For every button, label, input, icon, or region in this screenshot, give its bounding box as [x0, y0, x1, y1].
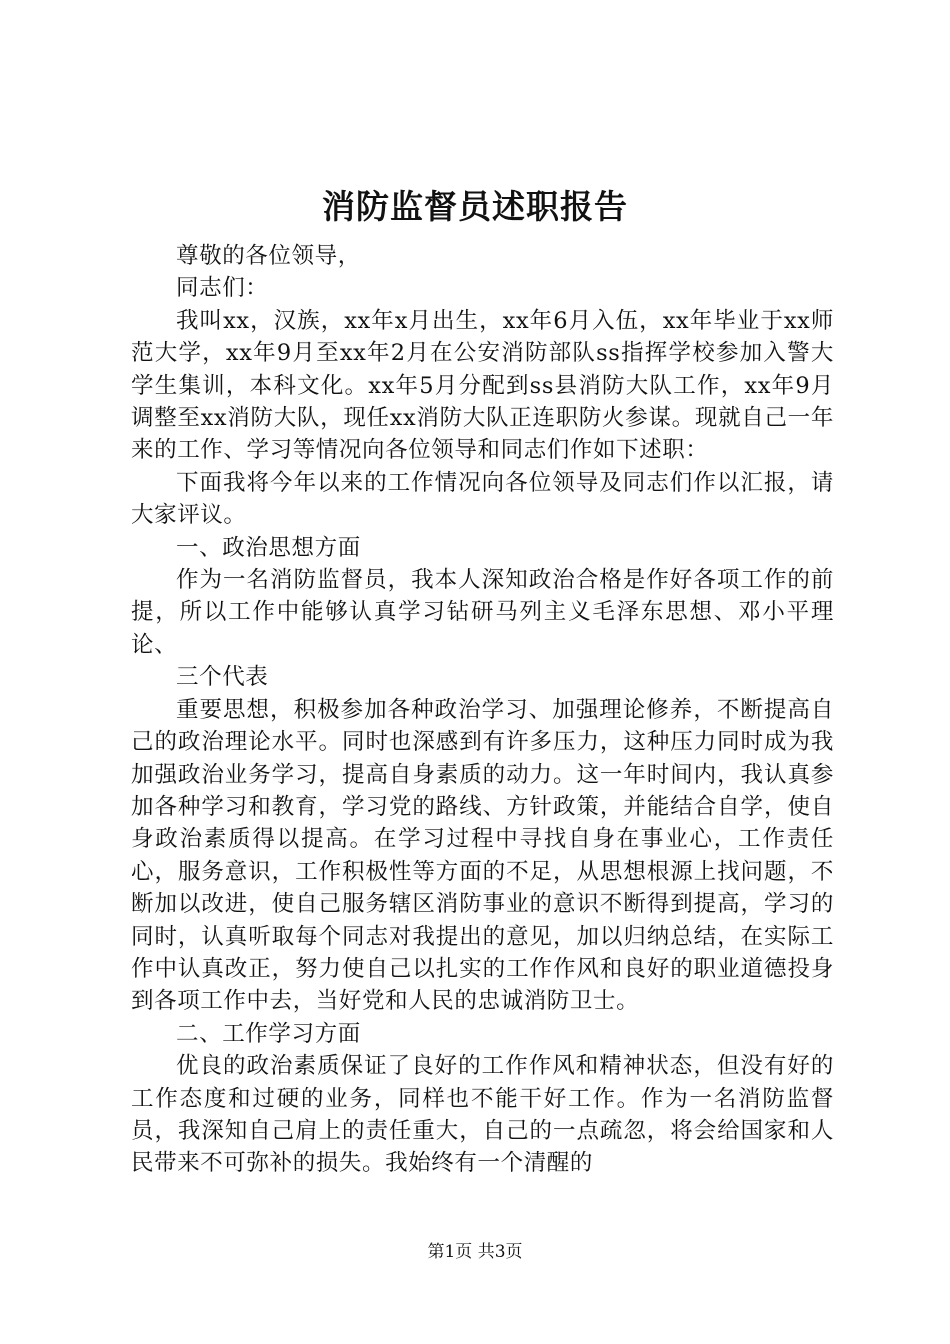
three-represents-line: 三个代表 — [176, 664, 269, 691]
political-detail-paragraph: 重要思想，积极参加各种政治学习、加强理论修养，不断提高自己的政治理论水平。同时也深感到有许多压力，这种压力同时成为我加强政治业务学习，提高自身素质的动力。这一年时间内，我认真参加各种学习和教育，学习党的路线、方针政策，并能结合自学，使自身政治素质得以提高。在学习过程中寻找自身在事业心，工作责任心，服务意识，工作积极性等方面的不足，从思想根源上找问题，不断加以改进，使自己服务辖区消防事业的意识不断得到提高，学习的同时，认真听取每个同志对我提出的意见，加以归纳总结，在实际工作中认真改正，努力使自己以扎实的工作作风和良好的职业道德投身到各项工作中去，当好党和人民的忠诚消防卫士。 — [131, 696, 834, 1015]
report-paragraph: 下面我将今年以来的工作情况向各位领导及同志们作以汇报，请大家评议。 — [131, 469, 834, 529]
intro-paragraph: 我叫xx，汉族，xx年x月出生，xx年6月入伍，xx年毕业于xx师范大学，xx年9月至xx年2月在公安消防部队ss指挥学校参加入警大学生集训，本科文化。xx年5月分配到ss县消防大队工作，xx年9月调整至xx消防大队，现任xx消防大队正连职防火参谋。现就自己一年来的工作、学习等情况向各位领导和同志们作如下述职： — [131, 307, 834, 464]
salutation-line-1: 尊敬的各位领导， — [176, 243, 361, 269]
document-title: 消防监督员述职报告 — [322, 187, 628, 226]
political-paragraph: 作为一名消防监督员，我本人深知政治合格是作好各项工作的前提，所以工作中能够认真学习钻研马列主义毛泽东思想、邓小平理论、 — [131, 567, 834, 658]
work-paragraph: 优良的政治素质保证了良好的工作作风和精神状态，但没有好的工作态度和过硬的业务，同样也不能干好工作。作为一名消防监督员，我深知自己肩上的责任重大，自己的一点疏忽，将会给国家和人民带来不可弥补的损失。我始终有一个清醒的 — [131, 1053, 834, 1177]
section-heading-work: 二、工作学习方面 — [176, 1020, 361, 1047]
salutation-line-2: 同志们： — [176, 275, 269, 302]
page-footer: 第1页 共3页 — [427, 1242, 523, 1262]
section-heading-political: 一、政治思想方面 — [176, 534, 361, 561]
document-body — [131, 240, 834, 1180]
